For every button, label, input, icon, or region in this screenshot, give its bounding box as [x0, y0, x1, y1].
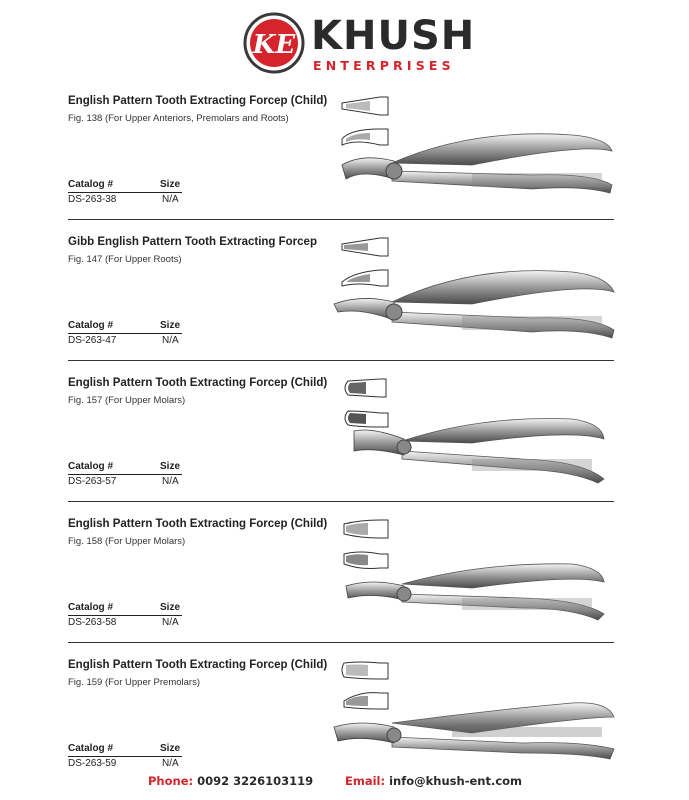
- product-title: Gibb English Pattern Tooth Extracting Forcep: [68, 236, 317, 248]
- tip-front-view-image: [340, 95, 390, 117]
- table-rule: [68, 615, 182, 616]
- size-header: Size: [160, 461, 181, 472]
- size-value: N/A: [162, 476, 179, 487]
- forceps-image: [332, 687, 622, 767]
- section-divider: [68, 219, 614, 220]
- company-logo: [243, 12, 476, 82]
- product-section: [0, 95, 689, 236]
- size-value: N/A: [162, 758, 179, 769]
- tip-front-view-image: [340, 659, 390, 681]
- catalog-number: DS-263-59: [68, 758, 117, 769]
- forceps-image: [332, 546, 622, 626]
- catalog-number: DS-263-57: [68, 476, 117, 487]
- product-figure: Fig. 147 (For Upper Roots): [68, 254, 182, 265]
- size-value: N/A: [162, 617, 179, 628]
- product-title: English Pattern Tooth Extracting Forcep (Child): [68, 95, 328, 107]
- catalog-number: DS-263-58: [68, 617, 117, 628]
- product-figure: Fig. 138 (For Upper Anteriors, Premolars and Roots): [68, 113, 289, 124]
- tip-front-view-image: [340, 518, 390, 540]
- catalog-header: Catalog #: [68, 602, 114, 613]
- product-title: English Pattern Tooth Extracting Forcep (Child): [68, 659, 328, 671]
- email-label: Email:: [345, 774, 386, 788]
- size-value: N/A: [162, 194, 179, 205]
- logo-initials: KE: [252, 30, 296, 60]
- contact-phone: [148, 774, 313, 788]
- section-divider: [68, 642, 614, 643]
- size-value: N/A: [162, 335, 179, 346]
- catalog-header: Catalog #: [68, 320, 114, 331]
- section-divider: [68, 501, 614, 502]
- size-header: Size: [160, 602, 181, 613]
- size-header: Size: [160, 743, 181, 754]
- product-figure: Fig. 157 (For Upper Molars): [68, 395, 186, 406]
- table-rule: [68, 474, 182, 475]
- catalog-header: Catalog #: [68, 179, 114, 190]
- product-section: [0, 236, 689, 377]
- table-rule: [68, 192, 182, 193]
- product-title: English Pattern Tooth Extracting Forcep (Child): [68, 377, 328, 389]
- size-header: Size: [160, 320, 181, 331]
- tip-front-view-image: [340, 236, 390, 258]
- table-rule: [68, 756, 182, 757]
- logo-wordmark: KHUSH: [311, 13, 476, 59]
- catalog-number: DS-263-47: [68, 335, 117, 346]
- forceps-image: [332, 123, 622, 203]
- forceps-image: [332, 264, 622, 344]
- logo-subtitle: ENTERPRISES: [313, 58, 455, 73]
- product-title: English Pattern Tooth Extracting Forcep (Child): [68, 518, 328, 530]
- email-address[interactable]: info@khush-ent.com: [389, 774, 523, 788]
- tip-front-view-image: [340, 377, 390, 399]
- catalog-header: Catalog #: [68, 743, 114, 754]
- size-header: Size: [160, 179, 181, 190]
- catalog-header: Catalog #: [68, 461, 114, 472]
- phone-label: Phone:: [148, 774, 194, 788]
- product-section: [0, 518, 689, 659]
- section-divider: [68, 360, 614, 361]
- phone-number[interactable]: 0092 3226103119: [197, 774, 314, 788]
- logo-emblem: [243, 12, 305, 74]
- product-figure: Fig. 158 (For Upper Molars): [68, 536, 186, 547]
- forceps-image: [332, 405, 622, 485]
- catalog-number: DS-263-38: [68, 194, 117, 205]
- table-rule: [68, 333, 182, 334]
- product-section: [0, 377, 689, 518]
- contact-email: [345, 774, 522, 788]
- product-figure: Fig. 159 (For Upper Premolars): [68, 677, 200, 688]
